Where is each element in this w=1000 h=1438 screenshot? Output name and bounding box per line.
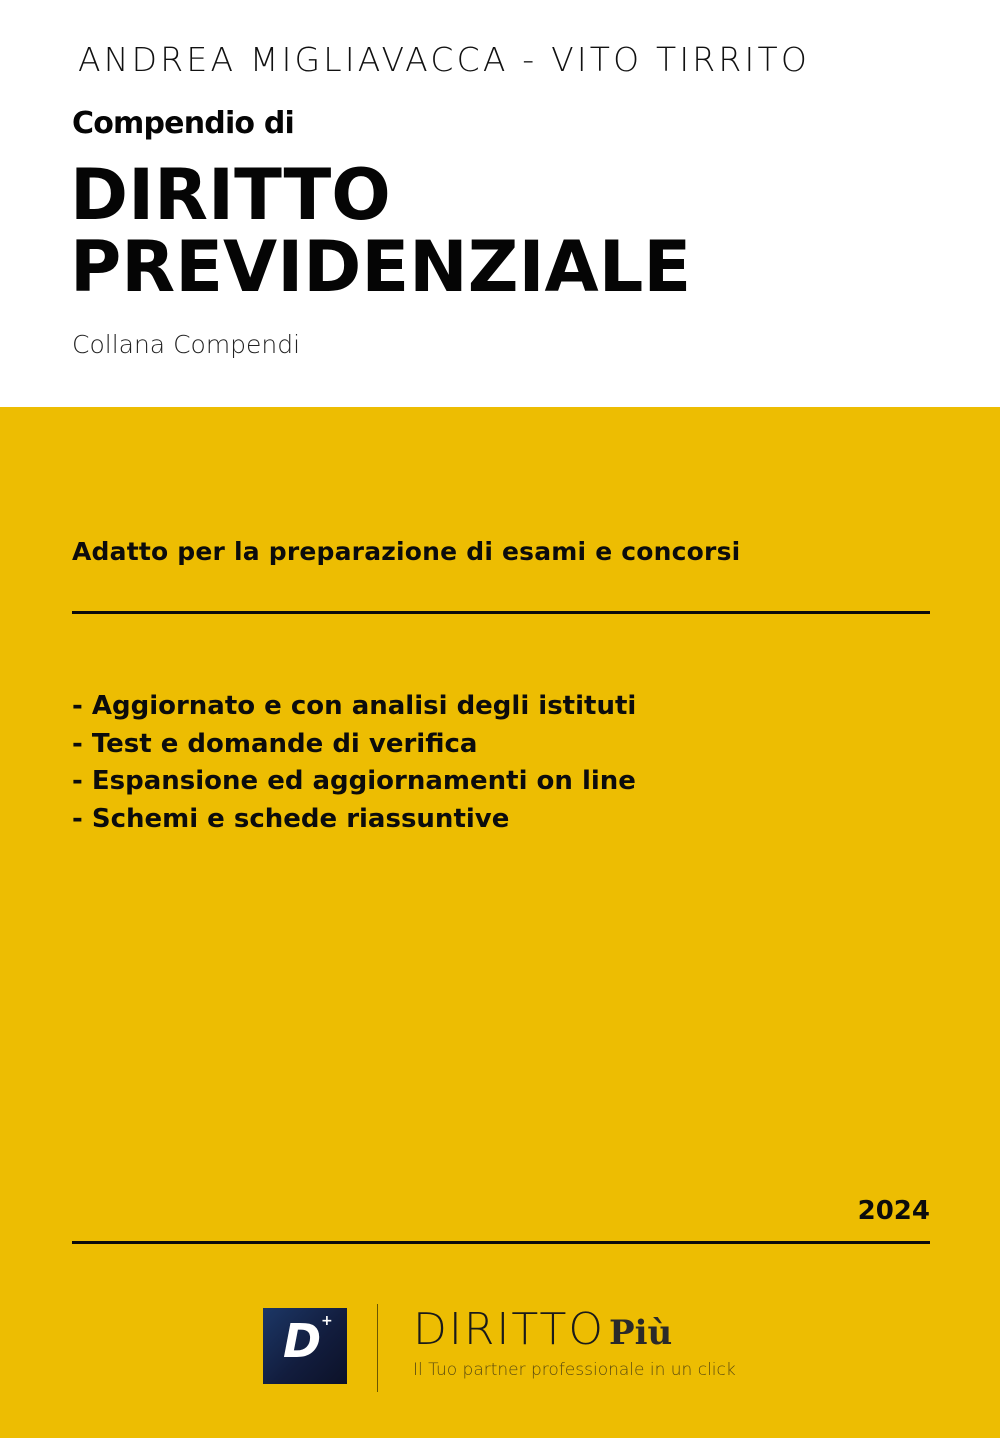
logo-plus: + [321, 1313, 333, 1329]
logo-separator [377, 1304, 378, 1392]
publisher-name [413, 1304, 672, 1355]
subtitle: Adatto per la preparazione di esami e concorsi [72, 537, 741, 566]
logo-letter: D [283, 1314, 322, 1368]
series-name: Collana Compendi [72, 330, 301, 359]
authors: ANDREA MIGLIAVACCA - VITO TIRRITO [78, 40, 811, 79]
publisher-name-main: DIRITTO [413, 1304, 606, 1355]
divider-top [72, 611, 930, 614]
publication-year: 2024 [857, 1196, 930, 1226]
d-plus-logo-icon [263, 1308, 347, 1384]
pre-title: Compendio di [72, 106, 295, 141]
feature-item: - Aggiornato e con analisi degli istituti [72, 691, 637, 721]
title-line-2: PREVIDENZIALE [70, 226, 692, 308]
cover-header [0, 0, 1000, 407]
feature-item: - Test e domande di verifica [72, 728, 478, 759]
feature-list [72, 688, 636, 838]
feature-item: - Espansione ed aggiornamenti on line [72, 766, 636, 796]
publisher-tagline: Il Tuo partner professionale in un click [413, 1360, 736, 1380]
feature-item: - Schemi e schede riassuntive [72, 803, 510, 834]
publisher-logo [263, 1304, 763, 1398]
title-line-1: DIRITTO [70, 154, 391, 236]
divider-bottom [72, 1241, 930, 1244]
publisher-name-suffix: Più [609, 1313, 673, 1353]
